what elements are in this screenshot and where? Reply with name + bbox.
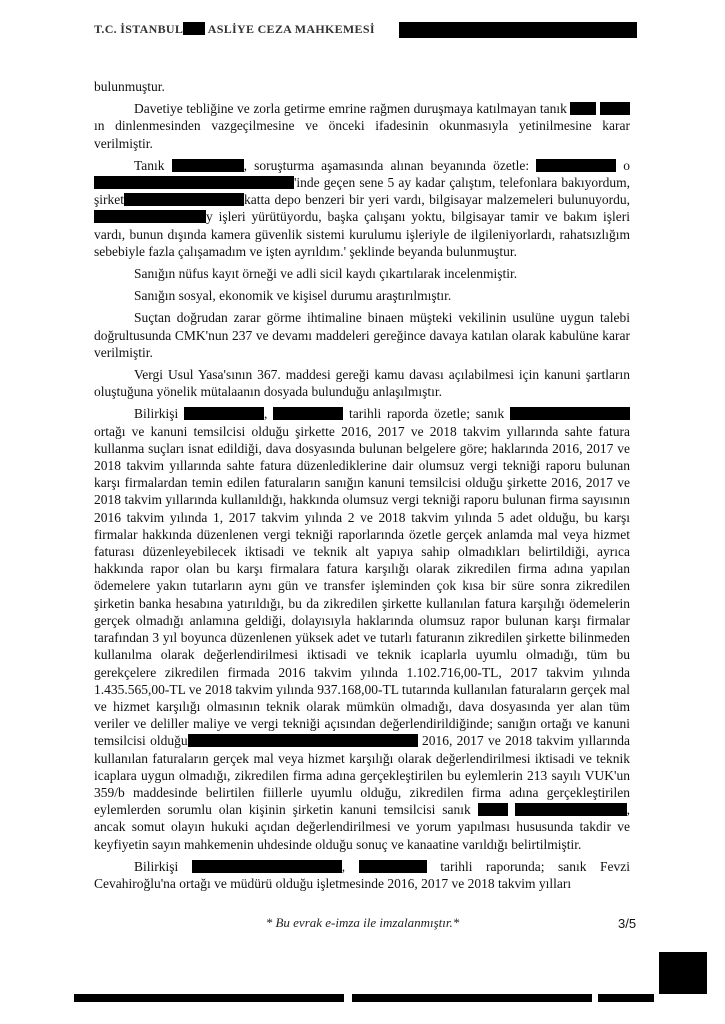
bottom-redaction-bar [74,994,344,1002]
paragraph-text: ortağı ve kanuni temsilcisi olduğu şirkette 2016, 2017 ve 2018 takvim yıllarında sahte fatura kullanma suçları isnat edildiği, dava dosyasında bulunan belgelere göre; haklarında 2016, 2017 ve 2018 takvim yıllarında sahte fatura düzenlediklerine dair olumsuz vergi tekniği raporu bulunan karşı firmalardan temin edilen faturaların sanığın kanuni temsilcisi olduğu şirkette 2016, 2017 ve 2018 takvim yıllarında kullanıldığı, hakkında olumsuz vergi tekniği raporu bulunan firma sayısının 2016 takvim yılında 1, 2017 takvim yılında 2 ve 2018 takvim yılında 5 adet olduğu, bu karşı firmalar hakkında düzenlenen vergi tekniği raporlarında özetle gerçek anlamda mal veya hizmet faturası düzenleyebilecek iktisadi ve teknik alt yapıya sahip olmadıkları belirtildiği, ayrıca hakkında rapor olan bu karşı firmalara fatura karşılığı olarak zikredilen firma adına yapılan ödemelere yakın tutarların aynı gün ve transfer işleminden çok kısa bir süre sonra zikredilen şirketin banka hesabına yatırıldığı, bu da zikredilen şirkette kullanılan fatura karşılığı ödemelerin gerçek olmadığı anlamına geldiği, dolayısıyla haklarında olumsuz rapor bulunan karşı firmalar tarafından 3 yıl boyunca düzenlenen yüksek adet ve tutarlı faturanın zikredilen şirkette bilinmeden kullanılma olarak değerlendirilmesi iktisadi ve teknik icaplarla uyumlu olmadığı, tüm bu gerekçelere zikredilen firmada 2016 takvim yılında 1.102.716,00-TL, 2017 takvim yılında 1.435.565,00-TL ve 2018 takvim yılında 937.168,00-TL tutarında kullanılan faturaların gerçek mal ve hizmet karşılığı olmasının teknik olarak mümkün olmadığı, dava dosyasında yer alan tüm veriler ve deliller maliye ve vergi tekniği açısından değerlendirildiğinde; sanığın ortağı ve kanuni temsilcisi olduğu [94,423,630,749]
corner-redaction-block [659,952,707,994]
page-number: 3/5 [618,916,637,931]
redaction-block [184,407,264,420]
paragraph-text: tarihli raporunda; sanık Fevzi Cevahiroğlu'na ortağı ve müdürü olduğu işletmesinde 2016, 2017 ve 2018 takvim yılları [94,858,630,891]
paragraph [94,157,630,260]
paragraph-text: tarihli raporda özetle; sanık [343,406,510,422]
e-signature-note: * Bu evrak e-imza ile imzalanmıştır.* [265,915,460,930]
redaction-block [188,734,418,747]
redaction-block [172,159,244,172]
paragraph-text: katta depo benzeri bir yeri vardı, bilgisayar malzemeleri bulunuyordu, [244,192,630,208]
redaction-block [183,22,205,35]
redaction-block [510,407,630,420]
court-header-right: ASLİYE CEZA MAHKEMESİ [207,22,375,36]
paragraph-text: Davetiye tebliğine ve zorla getirme emrine rağmen duruşmaya katılmayan tanık [134,101,571,117]
paragraph-text: , [264,406,274,422]
redaction-block [478,803,508,816]
paragraph-text: o [616,157,631,173]
bottom-redaction-bar [598,994,654,1002]
paragraph [94,100,630,152]
redaction-block [192,860,342,873]
paragraph-text: , soruşturma aşamasında alınan beyanında özetle: [243,157,537,173]
redaction-block [359,860,427,873]
paragraph [94,78,630,95]
paragraph-text: Suçtan doğrudan zarar görme ihtimaline binaen müşteki vekilinin usulüne uygun talebi doğrultusunda CMK'nun 237 ve devamı maddeleri gereğince davaya katılan olarak kabulüne karar verilmiştir. [94,310,630,360]
redaction-block [94,176,294,189]
paragraph-text: Bilirkişi [134,858,192,874]
redaction-block [515,803,627,816]
paragraph-text: Sanığın sosyal, ekonomik ve kişisel durumu araştırılmıştır. [134,288,452,304]
paragraph [94,405,630,852]
paragraph-text: bulunmuştur. [94,79,165,94]
paragraph [94,858,630,892]
redaction-block [124,193,244,206]
paragraph [94,309,630,361]
document-body [94,78,630,897]
paragraph-text: 2016, 2017 ve 2018 takvim yıllarında kullanılan faturaların gerçek mal veya hizmet karşılığı olarak değerlendirilmesi iktisadi ve teknik icaplara uygun olmadığı, zikredilen firma adına gerçekleştirilen bu eylemlerin 213 sayılı VUK'un 359/b maddesinde belirtilen fiillerle uyumlu olduğu, zikredilen firma adına gerçekleştirilen eylemlerden sorumlu olan kişinin şirketin kanuni temsilcisi sanık [94,733,630,818]
paragraph-text: Bilirkişi [134,406,185,422]
header-redaction-block [399,22,637,38]
paragraph [94,265,630,282]
paragraph-text: Sanığın nüfus kayıt örneği ve adli sicil kaydı çıkartılarak incelenmiştir. [134,266,518,282]
paragraph-text: 'inde geçen sene 5 ay kadar çalıştım, telefonlara bakıyordum, şirket [94,175,630,208]
redaction-block [273,407,343,420]
paragraph [94,366,630,400]
redaction-block [570,102,596,115]
redaction-block [94,210,206,223]
paragraph-text: Tanık [134,157,172,173]
paragraph-text: Vergi Usul Yasa'sının 367. maddesi gereği kamu davası açılabilmesi için kanuni şartların oluştuğuna yönelik mütalaanın dosyada bulunduğu anlaşılmıştır. [94,367,630,400]
paragraph [94,287,630,304]
paragraph-text: , [341,858,359,874]
court-header [94,22,375,37]
paragraph-text: , ancak somut olayın hukuki açıdan değerlendirilmesi ve yorum yapılması hususunda takdir ve keyfiyetin sayın mahkemenin uhdesinde olduğu sonuç ve kanaatine varıldığı belirtilmiştir. [94,802,631,852]
paragraph-text: ın dinlenmesinden vazgeçilmesine ve önceki ifadesinin okunmasıyla yetinilmesine karar verilmiştir. [94,118,630,151]
bottom-redaction-bar [352,994,592,1002]
redaction-block [536,159,616,172]
redaction-block [600,102,630,115]
paragraph-text: y işleri yürütüyordu, başka çalışanı yoktu, bilgisayar tamir ve bakım işleri vardı, bunun dışında kamera güvenlik sistemi kurulumu işleriyle de ilgileniyorlardı, rahatsızlığım sebebiyle fazla çalışamadım ve işten ayrıldım.' şeklinde beyanda bulunmuştur. [94,209,630,259]
court-header-left: T.C. İSTANBUL [94,22,184,36]
